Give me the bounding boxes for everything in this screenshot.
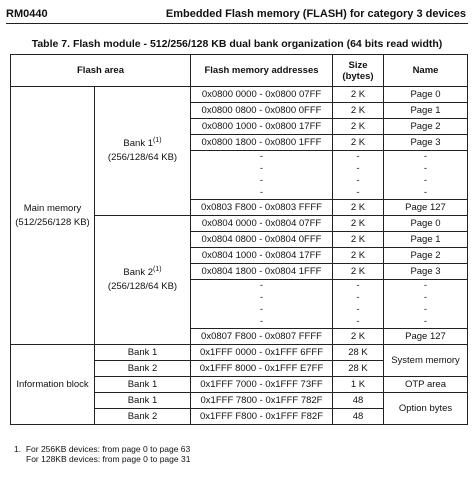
name-cell: Page 1 <box>384 232 468 248</box>
ellipsis-dash: - <box>259 187 264 198</box>
ellipsis-dash: - <box>356 187 360 198</box>
ellipsis-dash: - <box>423 175 428 186</box>
size-cell: 2 K <box>333 216 384 232</box>
col-header-size <box>333 55 384 87</box>
page-header <box>6 2 468 22</box>
address-cell: 0x1FFF 7800 - 0x1FFF 782F <box>191 393 333 409</box>
name-cell: Page 0 <box>384 87 468 103</box>
bank1-label: Bank 1 <box>123 138 153 149</box>
footnote-1 <box>14 444 190 454</box>
address-cell: 0x0804 1000 - 0x0804 17FF <box>191 248 333 264</box>
address-cell: 0x0800 1000 - 0x0800 17FF <box>191 119 333 135</box>
address-cell: 0x1FFF 8000 - 0x1FFF E7FF <box>191 361 333 377</box>
footnote-ref: (1) <box>153 265 162 273</box>
size-cell: 2 K <box>333 119 384 135</box>
otp-area-cell: OTP area <box>384 377 468 393</box>
main-memory-cell <box>11 87 95 345</box>
name-cell: Page 1 <box>384 103 468 119</box>
system-memory-cell: System memory <box>384 345 468 377</box>
size-cell: 2 K <box>333 87 384 103</box>
name-cell: Page 3 <box>384 135 468 151</box>
col-header-flash-area: Flash area <box>11 55 191 87</box>
bank-cell: Bank 1 <box>95 393 191 409</box>
main-memory-size: (512/256/128 KB) <box>15 216 90 228</box>
address-ellipsis-cell <box>191 280 333 329</box>
ellipsis-dash: - <box>423 187 428 198</box>
header-divider <box>6 23 468 24</box>
address-cell: 0x1FFF 7000 - 0x1FFF 73FF <box>191 377 333 393</box>
ellipsis-dash: - <box>356 151 360 162</box>
bank1-size: (256/128/64 KB) <box>107 152 178 163</box>
bank2-label: Bank 2 <box>123 267 153 278</box>
ellipsis-dash: - <box>356 304 360 315</box>
size-cell: 48 <box>333 409 384 425</box>
name-cell: Page 2 <box>384 248 468 264</box>
name-cell: Page 2 <box>384 119 468 135</box>
ellipsis-dash: - <box>423 280 428 291</box>
name-cell: Page 0 <box>384 216 468 232</box>
section-title: Embedded Flash memory (FLASH) for category 3 devices <box>165 8 466 20</box>
address-cell: 0x0807 F800 - 0x0807 FFFF <box>191 329 333 345</box>
ellipsis-dash: - <box>356 280 360 291</box>
ellipsis-dash: - <box>423 316 428 327</box>
size-cell: 2 K <box>333 232 384 248</box>
footnote-number: 1. <box>14 444 22 454</box>
table-header-row <box>11 55 468 87</box>
address-cell: 0x0804 0800 - 0x0804 0FFF <box>191 232 333 248</box>
table-row <box>11 345 468 361</box>
footnote-ref: (1) <box>153 136 162 144</box>
ellipsis-dash: - <box>356 175 360 186</box>
ellipsis-dash: - <box>259 292 264 303</box>
flash-organization-table <box>10 54 468 425</box>
address-cell: 0x0803 F800 - 0x0803 FFFF <box>191 200 333 216</box>
col-header-size-line1: Size <box>348 59 368 71</box>
ellipsis-dash: - <box>259 175 264 186</box>
ellipsis-dash: - <box>356 163 360 174</box>
bank-cell: Bank 2 <box>95 409 191 425</box>
bank1-cell <box>95 87 191 216</box>
ellipsis-dash: - <box>259 151 264 162</box>
bank2-cell <box>95 216 191 345</box>
bank2-size: (256/128/64 KB) <box>107 281 178 292</box>
size-cell: 2 K <box>333 200 384 216</box>
size-cell: 48 <box>333 393 384 409</box>
address-cell: 0x0800 0000 - 0x0800 07FF <box>191 87 333 103</box>
table-row <box>11 87 468 103</box>
ellipsis-dash: - <box>423 151 428 162</box>
ellipsis-dash: - <box>356 292 360 303</box>
address-cell: 0x0804 0000 - 0x0804 07FF <box>191 216 333 232</box>
size-cell: 2 K <box>333 103 384 119</box>
bank-cell: Bank 1 <box>95 345 191 361</box>
col-header-name: Name <box>384 55 468 87</box>
ellipsis-dash: - <box>356 316 360 327</box>
size-cell: 2 K <box>333 135 384 151</box>
col-header-size-line2: (bytes) <box>342 70 374 82</box>
address-cell: 0x1FFF F800 - 0x1FFF F82F <box>191 409 333 425</box>
footnote-line-2: For 128KB devices: from page 0 to page 31 <box>26 454 191 464</box>
size-cell: 2 K <box>333 264 384 280</box>
document-id: RM0440 <box>6 8 48 20</box>
ellipsis-dash: - <box>423 292 428 303</box>
ellipsis-dash: - <box>423 304 428 315</box>
bank-cell: Bank 2 <box>95 361 191 377</box>
size-cell: 1 K <box>333 377 384 393</box>
name-cell: Page 3 <box>384 264 468 280</box>
col-header-addresses: Flash memory addresses <box>191 55 333 87</box>
ellipsis-dash: - <box>259 163 264 174</box>
size-ellipsis-cell <box>333 151 384 200</box>
ellipsis-dash: - <box>259 280 264 291</box>
address-cell: 0x0800 1800 - 0x0800 1FFF <box>191 135 333 151</box>
size-cell: 28 K <box>333 345 384 361</box>
size-ellipsis-cell <box>333 280 384 329</box>
address-cell: 0x1FFF 0000 - 0x1FFF 6FFF <box>191 345 333 361</box>
info-block-cell: Information block <box>11 345 95 425</box>
address-cell: 0x0800 0800 - 0x0800 0FFF <box>191 103 333 119</box>
name-ellipsis-cell <box>384 280 468 329</box>
bank-cell: Bank 1 <box>95 377 191 393</box>
table-caption: Table 7. Flash module - 512/256/128 KB dual bank organization (64 bits read width) <box>31 38 443 50</box>
name-cell: Page 127 <box>384 200 468 216</box>
ellipsis-dash: - <box>259 316 264 327</box>
bank2-label-line <box>97 266 188 280</box>
ellipsis-dash: - <box>259 304 264 315</box>
size-cell: 2 K <box>333 329 384 345</box>
ellipsis-dash: - <box>423 163 428 174</box>
address-cell: 0x0804 1800 - 0x0804 1FFF <box>191 264 333 280</box>
option-bytes-cell: Option bytes <box>384 393 468 425</box>
footnote-line-1: For 256KB devices: from page 0 to page 63 <box>25 444 191 454</box>
size-cell: 28 K <box>333 361 384 377</box>
footnotes <box>14 444 190 464</box>
name-cell: Page 127 <box>384 329 468 345</box>
bank1-label-line <box>97 137 188 151</box>
name-ellipsis-cell <box>384 151 468 200</box>
main-memory-label: Main memory <box>23 202 82 214</box>
address-ellipsis-cell <box>191 151 333 200</box>
size-cell: 2 K <box>333 248 384 264</box>
